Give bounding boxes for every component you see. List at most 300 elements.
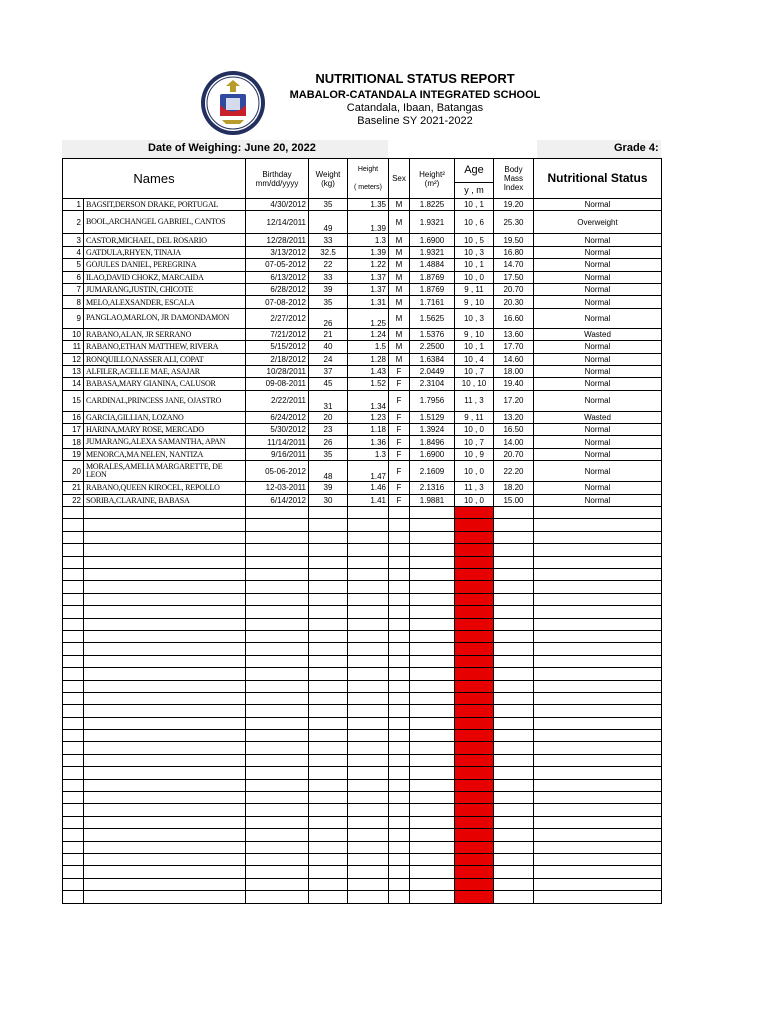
- empty-cell: [410, 556, 455, 568]
- empty-cell: [309, 742, 348, 754]
- empty-cell: [348, 866, 389, 878]
- empty-row: [63, 568, 662, 580]
- empty-cell: [494, 705, 534, 717]
- bmi-cell: 16.80: [494, 246, 534, 258]
- empty-cell: [309, 680, 348, 692]
- empty-row: [63, 643, 662, 655]
- status-cell: Normal: [534, 365, 662, 377]
- student-name: CARDINAL,PRINCESS JANE, OJASTRO: [84, 390, 246, 411]
- empty-cell: [84, 668, 246, 680]
- highlight-cell: [455, 531, 494, 543]
- table-row: [63, 353, 662, 365]
- empty-cell: [348, 692, 389, 704]
- birthday-cell: 5/15/2012: [246, 341, 309, 353]
- height-squared-cell: 1.6900: [410, 234, 455, 246]
- height-squared-cell: 1.5129: [410, 411, 455, 423]
- empty-cell: [389, 779, 410, 791]
- sex-cell: F: [389, 424, 410, 436]
- header-nutritional-status: Nutritional Status: [534, 159, 662, 199]
- empty-cell: [63, 643, 84, 655]
- sex-cell: M: [389, 271, 410, 283]
- weight-cell: 26: [309, 308, 348, 328]
- highlight-cell: [455, 556, 494, 568]
- sex-cell: M: [389, 308, 410, 328]
- table-row: [63, 296, 662, 308]
- bmi-cell: 22.20: [494, 461, 534, 482]
- empty-cell: [309, 705, 348, 717]
- empty-row: [63, 717, 662, 729]
- empty-cell: [389, 878, 410, 890]
- age-cell: 10 , 0: [455, 271, 494, 283]
- sex-cell: M: [389, 353, 410, 365]
- age-cell: 10 , 1: [455, 259, 494, 271]
- student-name: CASTOR,MICHAEL, DEL ROSARIO: [84, 234, 246, 246]
- row-number: 20: [63, 461, 84, 482]
- empty-cell: [494, 891, 534, 903]
- empty-cell: [246, 891, 309, 903]
- empty-cell: [410, 680, 455, 692]
- table-row: [63, 378, 662, 390]
- empty-cell: [309, 841, 348, 853]
- height-cell: 1.39: [348, 246, 389, 258]
- empty-cell: [389, 643, 410, 655]
- status-cell: Normal: [534, 246, 662, 258]
- empty-cell: [84, 754, 246, 766]
- empty-cell: [389, 829, 410, 841]
- student-name: JUMARANG,JUSTIN, CHICOTE: [84, 283, 246, 295]
- empty-cell: [494, 878, 534, 890]
- birthday-cell: 12/28/2011: [246, 234, 309, 246]
- student-name: ILAO,DAVID CHOKZ, MARCAIDA: [84, 271, 246, 283]
- weight-cell: 39: [309, 482, 348, 494]
- empty-cell: [309, 618, 348, 630]
- row-number: 18: [63, 436, 84, 448]
- empty-cell: [246, 643, 309, 655]
- height-squared-cell: 2.1316: [410, 482, 455, 494]
- status-cell: Normal: [534, 271, 662, 283]
- date-of-weighing: Date of Weighing: June 20, 2022: [148, 142, 316, 154]
- empty-cell: [84, 730, 246, 742]
- status-cell: Normal: [534, 461, 662, 482]
- birthday-cell: 10/28/2011: [246, 365, 309, 377]
- empty-cell: [348, 705, 389, 717]
- empty-cell: [494, 730, 534, 742]
- empty-cell: [246, 730, 309, 742]
- weight-cell: 35: [309, 199, 348, 211]
- empty-cell: [246, 556, 309, 568]
- empty-cell: [534, 705, 662, 717]
- highlight-cell: [455, 643, 494, 655]
- empty-cell: [246, 866, 309, 878]
- highlight-cell: [455, 581, 494, 593]
- empty-row: [63, 767, 662, 779]
- student-name: RABANO,ALAN, JR SERRANO: [84, 328, 246, 340]
- birthday-cell: 6/24/2012: [246, 411, 309, 423]
- empty-row: [63, 544, 662, 556]
- height-cell: 1.3: [348, 234, 389, 246]
- row-number: 21: [63, 482, 84, 494]
- empty-cell: [309, 730, 348, 742]
- highlight-cell: [455, 630, 494, 642]
- empty-cell: [534, 643, 662, 655]
- weight-cell: 20: [309, 411, 348, 423]
- empty-cell: [309, 878, 348, 890]
- empty-cell: [389, 853, 410, 865]
- bmi-cell: 16.60: [494, 308, 534, 328]
- empty-cell: [246, 593, 309, 605]
- empty-cell: [494, 531, 534, 543]
- highlight-cell: [455, 742, 494, 754]
- empty-cell: [84, 866, 246, 878]
- table-row: [63, 424, 662, 436]
- header-names: Names: [63, 159, 246, 199]
- bmi-cell: 16.50: [494, 424, 534, 436]
- bmi-cell: 18.20: [494, 482, 534, 494]
- empty-cell: [494, 841, 534, 853]
- empty-cell: [534, 544, 662, 556]
- status-cell: Normal: [534, 353, 662, 365]
- weight-cell: 23: [309, 424, 348, 436]
- empty-cell: [389, 668, 410, 680]
- empty-cell: [348, 519, 389, 531]
- row-number: 14: [63, 378, 84, 390]
- empty-cell: [494, 767, 534, 779]
- highlight-cell: [455, 853, 494, 865]
- row-number: 17: [63, 424, 84, 436]
- empty-cell: [410, 655, 455, 667]
- status-cell: Normal: [534, 436, 662, 448]
- highlight-cell: [455, 754, 494, 766]
- row-number: 8: [63, 296, 84, 308]
- empty-cell: [63, 630, 84, 642]
- empty-cell: [309, 519, 348, 531]
- empty-cell: [84, 593, 246, 605]
- empty-cell: [389, 754, 410, 766]
- empty-cell: [246, 878, 309, 890]
- empty-cell: [63, 730, 84, 742]
- status-cell: Normal: [534, 494, 662, 506]
- height-cell: 1.3: [348, 448, 389, 460]
- row-number: 19: [63, 448, 84, 460]
- empty-cell: [410, 618, 455, 630]
- height-cell: 1.18: [348, 424, 389, 436]
- weight-cell: 37: [309, 365, 348, 377]
- birthday-cell: 6/14/2012: [246, 494, 309, 506]
- empty-cell: [246, 606, 309, 618]
- table-row: [63, 283, 662, 295]
- empty-cell: [410, 593, 455, 605]
- empty-cell: [246, 754, 309, 766]
- birthday-cell: 09-08-2011: [246, 378, 309, 390]
- bmi-cell: 13.60: [494, 328, 534, 340]
- empty-cell: [246, 544, 309, 556]
- row-number: 13: [63, 365, 84, 377]
- table-row: [63, 234, 662, 246]
- highlight-cell: [455, 804, 494, 816]
- empty-cell: [84, 531, 246, 543]
- row-number: 12: [63, 353, 84, 365]
- empty-cell: [348, 829, 389, 841]
- height-squared-cell: 2.2500: [410, 341, 455, 353]
- table-row: [63, 461, 662, 482]
- empty-cell: [534, 804, 662, 816]
- empty-row: [63, 878, 662, 890]
- sex-cell: M: [389, 246, 410, 258]
- empty-cell: [534, 680, 662, 692]
- age-cell: 11 , 3: [455, 482, 494, 494]
- sex-cell: M: [389, 234, 410, 246]
- sex-cell: F: [389, 494, 410, 506]
- height-cell: 1.37: [348, 283, 389, 295]
- empty-cell: [84, 779, 246, 791]
- bmi-cell: 14.00: [494, 436, 534, 448]
- empty-cell: [410, 581, 455, 593]
- highlight-cell: [455, 606, 494, 618]
- empty-cell: [410, 668, 455, 680]
- empty-cell: [389, 705, 410, 717]
- empty-cell: [534, 853, 662, 865]
- empty-cell: [246, 853, 309, 865]
- empty-cell: [63, 841, 84, 853]
- birthday-cell: 07-05-2012: [246, 259, 309, 271]
- empty-cell: [246, 717, 309, 729]
- highlight-cell: [455, 655, 494, 667]
- empty-cell: [246, 568, 309, 580]
- weight-cell: 33: [309, 234, 348, 246]
- empty-cell: [84, 692, 246, 704]
- age-cell: 10 , 3: [455, 308, 494, 328]
- sex-cell: M: [389, 211, 410, 234]
- empty-cell: [494, 680, 534, 692]
- bmi-cell: 25.30: [494, 211, 534, 234]
- empty-cell: [309, 792, 348, 804]
- header-birthday: Birthday mm/dd/yyyy: [246, 159, 309, 199]
- status-cell: Normal: [534, 424, 662, 436]
- age-cell: 10 , 1: [455, 341, 494, 353]
- birthday-cell: 9/16/2011: [246, 448, 309, 460]
- height-squared-cell: 1.6384: [410, 353, 455, 365]
- empty-cell: [534, 891, 662, 903]
- row-number: 10: [63, 328, 84, 340]
- empty-cell: [63, 742, 84, 754]
- empty-cell: [534, 630, 662, 642]
- bmi-cell: 15.00: [494, 494, 534, 506]
- empty-cell: [534, 742, 662, 754]
- row-number: 9: [63, 308, 84, 328]
- height-squared-cell: 1.7161: [410, 296, 455, 308]
- empty-cell: [348, 643, 389, 655]
- empty-cell: [534, 655, 662, 667]
- status-cell: Normal: [534, 259, 662, 271]
- empty-cell: [348, 544, 389, 556]
- empty-cell: [494, 606, 534, 618]
- empty-cell: [63, 544, 84, 556]
- empty-cell: [389, 804, 410, 816]
- empty-cell: [410, 792, 455, 804]
- empty-cell: [309, 507, 348, 519]
- height-squared-cell: 1.9321: [410, 211, 455, 234]
- highlight-cell: [455, 544, 494, 556]
- empty-cell: [309, 544, 348, 556]
- empty-cell: [63, 804, 84, 816]
- empty-cell: [63, 692, 84, 704]
- highlight-cell: [455, 730, 494, 742]
- empty-cell: [410, 816, 455, 828]
- height-squared-cell: 1.5625: [410, 308, 455, 328]
- sex-cell: M: [389, 283, 410, 295]
- height-squared-cell: 2.3104: [410, 378, 455, 390]
- empty-cell: [309, 866, 348, 878]
- height-squared-cell: 2.0449: [410, 365, 455, 377]
- empty-cell: [389, 519, 410, 531]
- status-cell: Normal: [534, 378, 662, 390]
- age-cell: 10 , 0: [455, 424, 494, 436]
- weight-cell: 33: [309, 271, 348, 283]
- highlight-cell: [455, 866, 494, 878]
- height-cell: 1.22: [348, 259, 389, 271]
- weight-cell: 39: [309, 283, 348, 295]
- age-cell: 10 , 1: [455, 199, 494, 211]
- empty-cell: [389, 767, 410, 779]
- birthday-cell: 2/27/2012: [246, 308, 309, 328]
- report-title: NUTRITIONAL STATUS REPORT: [315, 71, 515, 86]
- empty-row: [63, 618, 662, 630]
- bmi-cell: 17.50: [494, 271, 534, 283]
- height-squared-cell: 1.7956: [410, 390, 455, 411]
- age-cell: 10 , 7: [455, 365, 494, 377]
- grade-label: Grade 4:: [614, 142, 659, 154]
- empty-cell: [348, 606, 389, 618]
- empty-cell: [410, 754, 455, 766]
- header-height: Height ( meters): [348, 159, 389, 199]
- empty-row: [63, 705, 662, 717]
- empty-cell: [309, 779, 348, 791]
- empty-cell: [309, 816, 348, 828]
- height-cell: 1.46: [348, 482, 389, 494]
- status-cell: Wasted: [534, 328, 662, 340]
- row-number: 15: [63, 390, 84, 411]
- highlight-cell: [455, 593, 494, 605]
- empty-cell: [410, 742, 455, 754]
- empty-cell: [389, 531, 410, 543]
- empty-cell: [309, 692, 348, 704]
- empty-cell: [494, 593, 534, 605]
- empty-cell: [494, 792, 534, 804]
- empty-cell: [410, 606, 455, 618]
- height-cell: 1.5: [348, 341, 389, 353]
- empty-cell: [534, 618, 662, 630]
- bmi-cell: 19.40: [494, 378, 534, 390]
- header-height-squared: Height² (m²): [410, 159, 455, 199]
- empty-cell: [348, 767, 389, 779]
- empty-cell: [348, 730, 389, 742]
- weight-cell: 48: [309, 461, 348, 482]
- empty-row: [63, 593, 662, 605]
- weight-cell: 24: [309, 353, 348, 365]
- empty-cell: [389, 692, 410, 704]
- header-age: Age: [455, 159, 494, 183]
- empty-cell: [63, 568, 84, 580]
- highlight-cell: [455, 680, 494, 692]
- student-name: RONQUILLO,NASSER ALI, COPAT: [84, 353, 246, 365]
- student-name: BAGSIT,DERSON DRAKE, PORTUGAL: [84, 199, 246, 211]
- baseline-label: Baseline SY 2021-2022: [357, 115, 473, 127]
- empty-cell: [348, 779, 389, 791]
- empty-cell: [534, 754, 662, 766]
- empty-row: [63, 866, 662, 878]
- empty-cell: [494, 655, 534, 667]
- empty-cell: [410, 705, 455, 717]
- weight-cell: 35: [309, 448, 348, 460]
- student-name: MELO,ALEXSANDER, ESCALA: [84, 296, 246, 308]
- row-number: 5: [63, 259, 84, 271]
- weight-cell: 45: [309, 378, 348, 390]
- student-name: JUMARANG,ALEXA SAMANTHA, APAN: [84, 436, 246, 448]
- nutritional-status-table: [62, 158, 662, 904]
- empty-cell: [389, 816, 410, 828]
- school-name: MABALOR-CATANDALA INTEGRATED SCHOOL: [289, 89, 541, 101]
- sex-cell: F: [389, 482, 410, 494]
- empty-cell: [494, 556, 534, 568]
- empty-cell: [389, 507, 410, 519]
- height-cell: 1.24: [348, 328, 389, 340]
- student-name: PANGLAO,MARLON, JR DAMONDAMON: [84, 308, 246, 328]
- empty-cell: [246, 581, 309, 593]
- sex-cell: F: [389, 390, 410, 411]
- age-cell: 9 , 10: [455, 296, 494, 308]
- bmi-cell: 17.20: [494, 390, 534, 411]
- table-row: [63, 390, 662, 411]
- height-cell: 1.36: [348, 436, 389, 448]
- empty-cell: [84, 643, 246, 655]
- table-row: [63, 259, 662, 271]
- empty-cell: [494, 544, 534, 556]
- empty-cell: [494, 829, 534, 841]
- status-cell: Normal: [534, 390, 662, 411]
- empty-cell: [84, 519, 246, 531]
- empty-cell: [84, 568, 246, 580]
- age-cell: 9 , 11: [455, 411, 494, 423]
- empty-cell: [410, 531, 455, 543]
- height-squared-cell: 1.5376: [410, 328, 455, 340]
- age-cell: 10 , 7: [455, 436, 494, 448]
- empty-cell: [63, 556, 84, 568]
- height-cell: 1.47: [348, 461, 389, 482]
- status-cell: Normal: [534, 234, 662, 246]
- table-row: [63, 411, 662, 423]
- height-cell: 1.31: [348, 296, 389, 308]
- empty-row: [63, 754, 662, 766]
- empty-row: [63, 792, 662, 804]
- status-cell: Normal: [534, 482, 662, 494]
- empty-cell: [534, 692, 662, 704]
- weight-cell: 21: [309, 328, 348, 340]
- empty-cell: [246, 692, 309, 704]
- birthday-cell: 5/30/2012: [246, 424, 309, 436]
- empty-cell: [63, 593, 84, 605]
- empty-cell: [309, 593, 348, 605]
- empty-cell: [63, 531, 84, 543]
- weight-cell: 49: [309, 211, 348, 234]
- weight-cell: 26: [309, 436, 348, 448]
- highlight-cell: [455, 779, 494, 791]
- student-name: BABASA,MARY GIANINA, CALUSOR: [84, 378, 246, 390]
- row-number: 4: [63, 246, 84, 258]
- empty-cell: [348, 630, 389, 642]
- table-row: [63, 436, 662, 448]
- empty-cell: [246, 841, 309, 853]
- empty-cell: [494, 692, 534, 704]
